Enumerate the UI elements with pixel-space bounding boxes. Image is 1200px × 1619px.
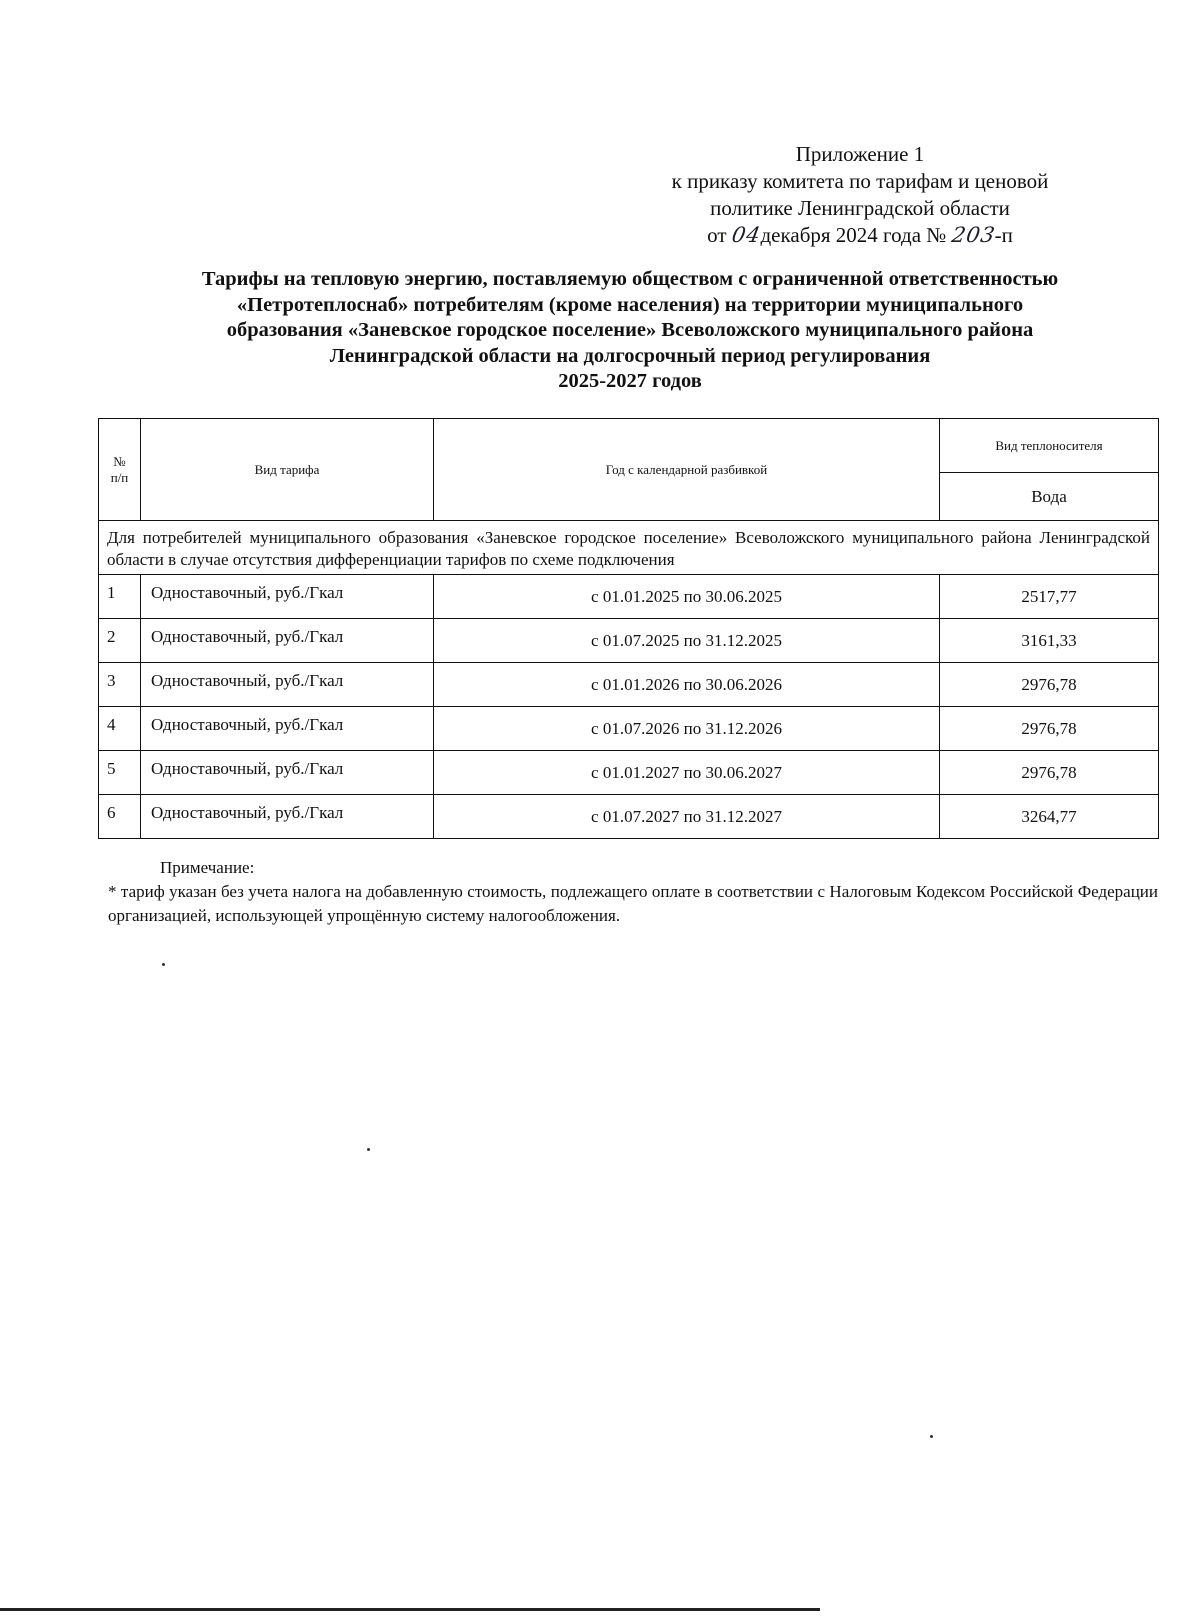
title-line-1: Тарифы на тепловую энергию, поставляемую обществом с ограниченной ответственностью <box>201 268 1059 290</box>
row-tariff-type: Одноставочный, руб./Гкал <box>141 575 434 619</box>
date-prefix: от <box>707 223 727 247</box>
row-num: 6 <box>99 795 141 839</box>
row-value: 2517,77 <box>940 575 1159 619</box>
row-value: 2976,78 <box>940 751 1159 795</box>
row-num: 3 <box>99 663 141 707</box>
row-value: 3161,33 <box>940 619 1159 663</box>
row-period: с 01.07.2026 по 31.12.2026 <box>434 707 940 751</box>
table-row <box>99 707 1159 751</box>
row-num: 2 <box>99 619 141 663</box>
annex-header <box>600 141 1120 249</box>
tariff-table <box>98 418 1159 839</box>
row-num: 4 <box>99 707 141 751</box>
title-line-2: «Петротеплоснаб» потребителям (кроме населения) на территории муниципального <box>236 293 1024 316</box>
scan-speck <box>367 1148 370 1151</box>
table-row <box>99 619 1159 663</box>
row-value: 2976,78 <box>940 707 1159 751</box>
header-num <box>99 419 141 521</box>
title-line-5: 2025-2027 годов <box>558 370 702 392</box>
document-title <box>100 267 1160 395</box>
header-period: Год с календарной разбивкой <box>434 419 940 521</box>
header-num-line1: № <box>113 453 126 469</box>
note-heading: Примечание: <box>160 858 255 877</box>
row-period: с 01.01.2027 по 30.06.2027 <box>434 751 940 795</box>
table-row <box>99 663 1159 707</box>
date-text: декабря 2024 года № <box>760 223 947 247</box>
table-row <box>99 575 1159 619</box>
header-tariff-type: Вид тарифа <box>141 419 434 521</box>
table-row <box>99 795 1159 839</box>
scan-speck <box>162 963 165 966</box>
title-line-4: Ленинградской области на долгосрочный период регулирования <box>329 344 931 367</box>
row-period: с 01.01.2025 по 30.06.2025 <box>434 575 940 619</box>
row-tariff-type: Одноставочный, руб./Гкал <box>141 795 434 839</box>
header-carrier: Вид теплоносителя <box>940 419 1159 473</box>
row-value: 3264,77 <box>940 795 1159 839</box>
handwritten-order-number: 203 <box>949 223 997 247</box>
scan-speck <box>930 1435 933 1438</box>
scan-edge-line <box>0 1608 820 1611</box>
title-line-3: образования «Заневское городское поселение» Всеволожского муниципального района <box>226 319 1034 341</box>
row-period: с 01.01.2026 по 30.06.2026 <box>434 663 940 707</box>
header-num-line2: п/п <box>110 469 129 485</box>
order-suffix: -п <box>994 223 1013 247</box>
annex-date-line <box>600 222 1120 249</box>
row-tariff-type: Одноставочный, руб./Гкал <box>141 707 434 751</box>
row-value: 2976,78 <box>940 663 1159 707</box>
row-num: 1 <box>99 575 141 619</box>
note-text: * тариф указан без учета налога на добавленную стоимость, подлежащего оплате в соответствии с Налоговым Кодексом Российской Федерации организацией, использующей упрощённую систему налогообложения. <box>108 882 1158 925</box>
row-tariff-type: Одноставочный, руб./Гкал <box>141 751 434 795</box>
tariff-rows <box>99 575 1159 839</box>
row-num: 5 <box>99 751 141 795</box>
row-period: с 01.07.2027 по 31.12.2027 <box>434 795 940 839</box>
annex-title: Приложение 1 <box>795 142 925 166</box>
table-row <box>99 751 1159 795</box>
annex-order-ref: к приказу комитета по тарифам и ценовой <box>671 169 1049 193</box>
annex-authority: политике Ленинградской области <box>710 196 1010 220</box>
section-title: Для потребителей муниципального образования «Заневское городское поселение» Всеволожского муниципального района Ленинградской области в случае отсутствия дифференциации тарифов по схеме подключения <box>99 521 1159 575</box>
note <box>108 856 1158 928</box>
header-carrier-water: Вода <box>940 473 1159 521</box>
row-tariff-type: Одноставочный, руб./Гкал <box>141 663 434 707</box>
row-tariff-type: Одноставочный, руб./Гкал <box>141 619 434 663</box>
handwritten-day: 04 <box>729 223 763 247</box>
row-period: с 01.07.2025 по 31.12.2025 <box>434 619 940 663</box>
